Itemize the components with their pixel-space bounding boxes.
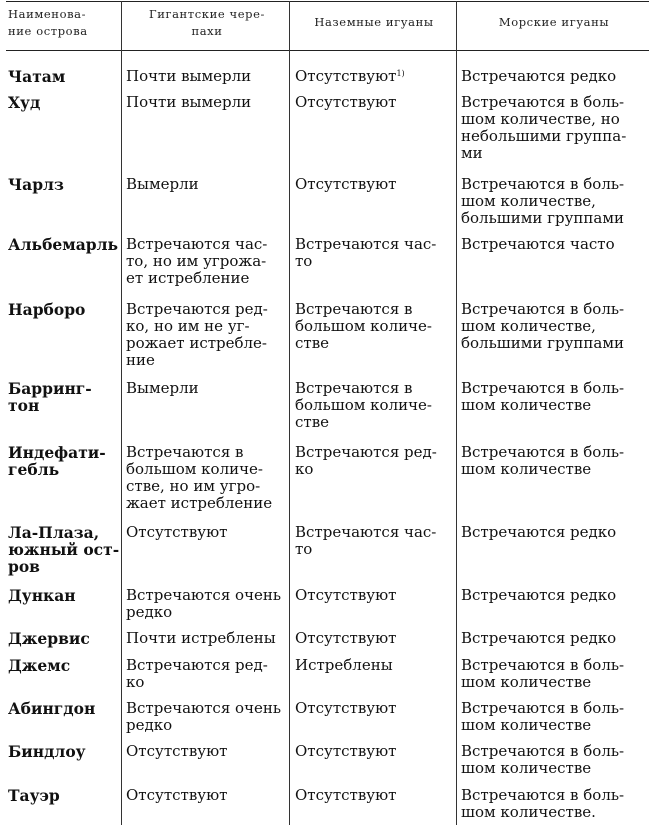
island-name: Джервис <box>8 629 90 648</box>
island-name: Ла-Плаза, южный ост- ров <box>8 523 120 576</box>
island-name: Чатам <box>8 67 66 86</box>
marine-iguana-status: Встречаются в боль- шом количестве <box>461 443 625 478</box>
land-iguana-status: Отсутствуют <box>295 629 397 647</box>
header-top-rule <box>6 1 649 2</box>
column-divider <box>121 1 122 825</box>
tortoise-status: Встречаются ред- ко <box>126 656 268 691</box>
marine-iguana-status: Встречаются редко <box>461 586 617 604</box>
island-name: Чарлз <box>8 175 64 194</box>
land-iguana-status <box>295 68 453 85</box>
tortoise-status: Встречаются ред- ко, но им не уг- рожает истребле- ние <box>126 300 268 369</box>
marine-iguana-status: Встречаются в боль- шом количестве, большими группами <box>461 175 625 227</box>
tortoise-status: Почти истреблены <box>126 629 276 647</box>
species-table <box>6 0 649 825</box>
land-iguana-status: Встречаются час- то <box>295 235 437 270</box>
tortoise-status: Встречаются очень редко <box>126 586 282 621</box>
marine-iguana-status: Встречаются в боль- шом количестве. <box>461 786 625 821</box>
island-name: Нарборо <box>8 300 86 319</box>
island-name: Альбемарль <box>8 235 119 254</box>
tortoise-status: Вымерли <box>126 379 199 397</box>
island-name: Биндлоу <box>8 742 86 761</box>
marine-iguana-status: Встречаются в боль- шом количестве <box>461 656 625 691</box>
land-iguana-status: Отсутствуют <box>295 786 397 804</box>
header-island: Наименова- ние острова <box>8 7 88 38</box>
header-tortoises: Гигантские чере- пахи <box>148 7 265 38</box>
island-name: Индефати- гебль <box>8 443 106 479</box>
tortoise-status: Встречаются в большом количе- стве, но им угро- жает истребление <box>126 443 273 512</box>
footnote-marker: 1) <box>396 69 405 78</box>
land-iguana-text: Отсутствуют <box>295 67 397 85</box>
island-name: Дункан <box>8 586 76 605</box>
tortoise-status: Встречаются очень редко <box>126 699 282 734</box>
marine-iguana-status: Встречаются в боль- шом количестве, большими группами <box>461 300 625 352</box>
island-name: Тауэр <box>8 786 60 805</box>
marine-iguana-status: Встречаются в боль- шом количестве, но небольшими группа- ми <box>461 93 627 162</box>
land-iguana-status: Встречаются час- то <box>295 523 437 558</box>
header-bottom-rule <box>6 50 649 51</box>
tortoise-status: Отсутствуют <box>126 523 228 541</box>
tortoise-status: Почти вымерли <box>126 93 252 111</box>
tortoise-status: Отсутствуют <box>126 786 228 804</box>
marine-iguana-status: Встречаются в боль- шом количестве <box>461 699 625 734</box>
marine-iguana-status: Встречаются в боль- шом количестве <box>461 742 625 777</box>
land-iguana-status: Отсутствуют <box>295 175 397 193</box>
marine-iguana-status: Встречаются часто <box>461 235 615 253</box>
tortoise-status: Встречаются час- то, но им угрожа- ет истребление <box>126 235 268 287</box>
land-iguana-status: Встречаются в большом количе- стве <box>295 300 432 352</box>
marine-iguana-status: Встречаются в боль- шом количестве <box>461 379 625 414</box>
tortoise-status: Почти вымерли <box>126 67 252 85</box>
tortoise-status: Отсутствуют <box>126 742 228 760</box>
land-iguana-status: Отсутствуют <box>295 699 397 717</box>
island-name: Джемс <box>8 656 71 675</box>
island-name: Худ <box>8 93 41 112</box>
land-iguana-status: Встречаются ред- ко <box>295 443 437 478</box>
land-iguana-status: Отсутствуют <box>295 93 397 111</box>
column-divider <box>456 1 457 825</box>
tortoise-status: Вымерли <box>126 175 199 193</box>
island-name: Барринг- тон <box>8 379 92 415</box>
island-name: Абингдон <box>8 699 96 718</box>
land-iguana-status: Отсутствуют <box>295 586 397 604</box>
marine-iguana-status: Встречаются редко <box>461 629 617 647</box>
land-iguana-status: Истреблены <box>295 656 393 674</box>
header-land-iguanas: Наземные игуаны <box>314 15 434 29</box>
marine-iguana-status: Встречаются редко <box>461 523 617 541</box>
column-divider <box>289 1 290 825</box>
land-iguana-status: Отсутствуют <box>295 742 397 760</box>
marine-iguana-status: Встречаются редко <box>461 67 617 85</box>
land-iguana-status: Встречаются в большом количе- стве <box>295 379 432 431</box>
header-marine-iguanas: Морские игуаны <box>498 15 610 29</box>
